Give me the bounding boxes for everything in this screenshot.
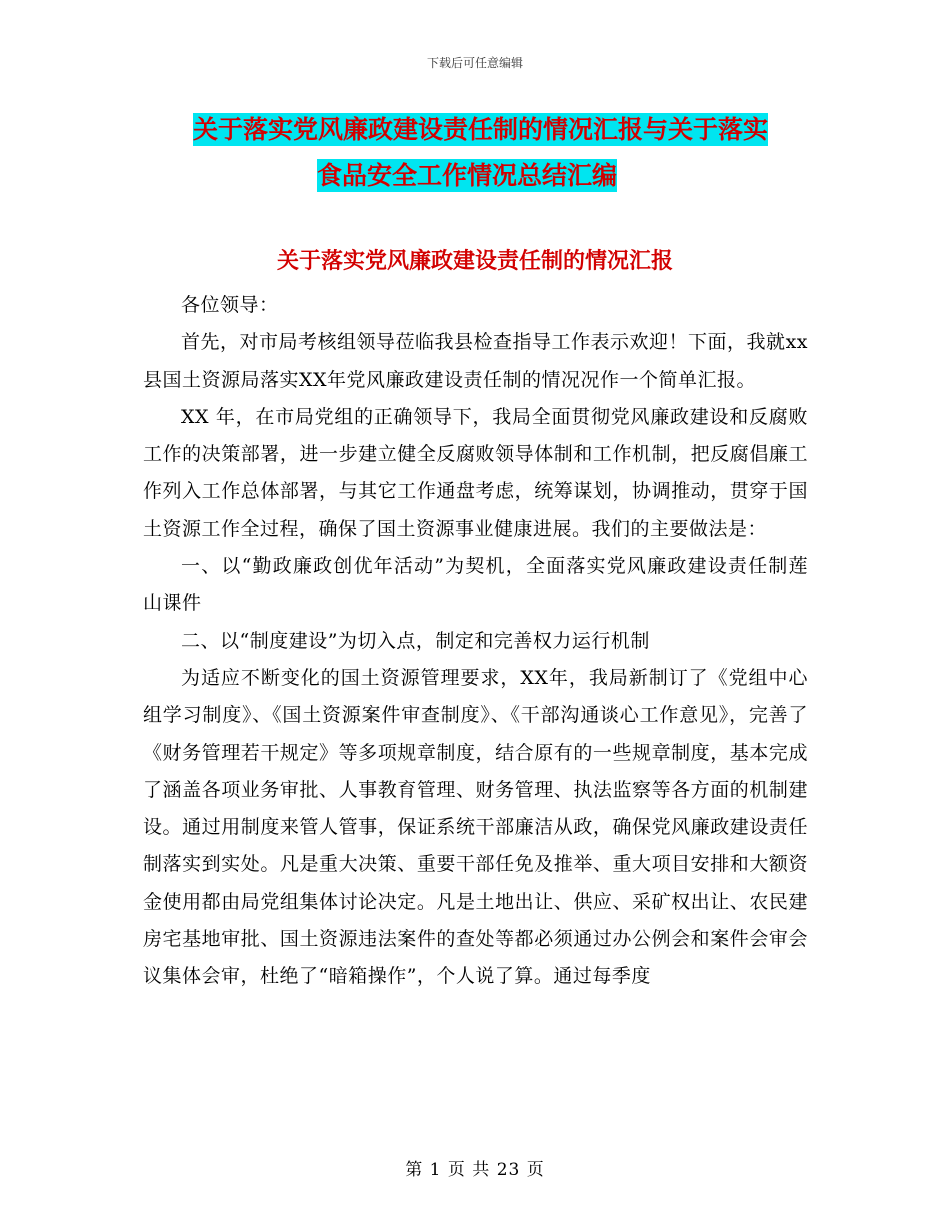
title-line-2-text: 食品安全工作情况总结汇编 [317, 161, 618, 190]
page-footer: 第 1 页 共 23 页 [405, 1160, 545, 1180]
title-line-1 [193, 108, 863, 152]
paragraph: 首先，对市局考核组领导莅临我县检查指导工作表示欢迎！下面，我就xx县国土资源局落实XX年党风廉政建设责任制的情况况作一个简单汇报。 [143, 331, 808, 391]
paragraph: 各位领导： [181, 294, 279, 316]
title-line-1-text: 关于落实党风廉政建设责任制的情况汇报与关于落实 [193, 115, 769, 144]
header-note: 下载后可任意编辑 [426, 56, 523, 70]
paragraph: 一、以“勤政廉政创优年活动”为契机，全面落实党风廉政建设责任制莲 山课件 [143, 555, 808, 615]
paragraph: XX 年，在市局党组的正确领导下，我局全面贯彻党风廉政建设和反腐败工作的决策部署，进一步建立健全反腐败领导体制和工作机制，把反腐倡廉工作列入工作总体部署，与其它工作通盘考虑，统筹谋划，协调推动，贯穿于国土资源工作全过程，确保了国土资源事业健康进展。我们的主要做法是： [143, 405, 808, 540]
paragraph: 为适应不断变化的国土资源管理要求，XX年，我局新制订了《党组中心组学习制度》、《国土资源案件审查制度》、《干部沟通谈心工作意见》，完善了《财务管理若干规定》等多项规章制度，结合原有的一些规章制度，基本完成了涵盖各项业务审批、人事教育管理、财务管理、执法监察等各方面的机制建设。通过用制度来管人管事，保证系统干部廉洁从政，确保党风廉政建设责任制落实到实处。凡是重大决策、重要干部任免及推举、重大项目安排和大额资金使用都由局党组集体讨论决定。凡是土地出让、供应、采矿权出让、农民建房宅基地审批、国土资源违法案件的查处等都必须通过办公例会和案件会审会议集体会审，杜绝了“暗箱操作”，个人说了算。通过每季度 [143, 666, 808, 988]
document-body [143, 287, 808, 996]
paragraph: 二、以“制度建设”为切入点，制定和完善权力运行机制 [181, 629, 650, 652]
section-title: 关于落实党风廉政建设责任制的情况汇报 [276, 249, 673, 274]
title-line-2 [317, 154, 950, 198]
